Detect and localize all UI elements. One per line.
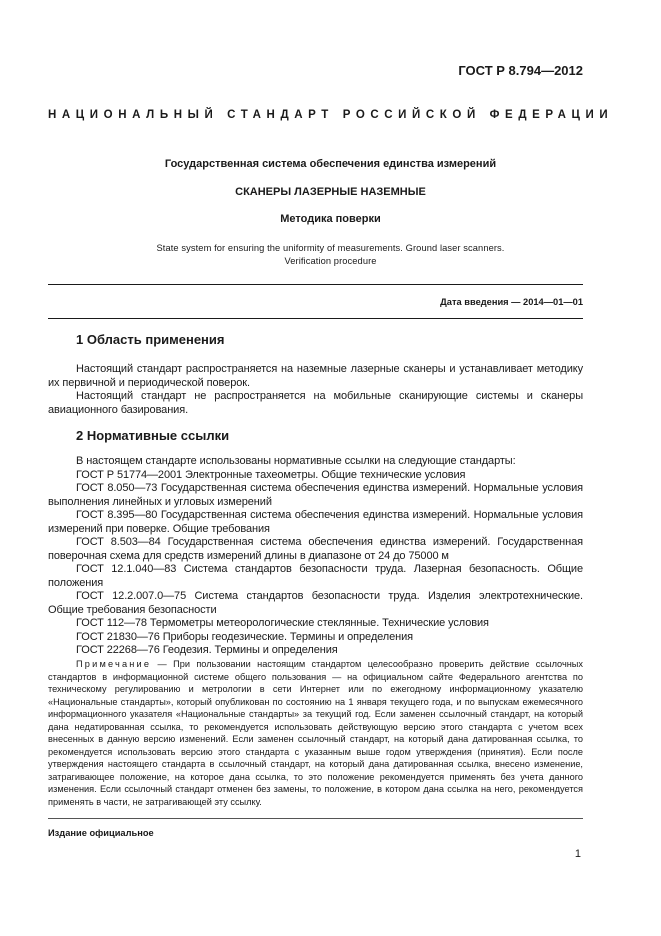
note-paragraph bbox=[48, 658, 583, 808]
english-title-line2: Verification procedure bbox=[284, 256, 377, 266]
page-number: 1 bbox=[574, 848, 581, 860]
reference-item: ГОСТ 22268—76 Геодезия. Термины и определения bbox=[76, 644, 338, 656]
date-divider bbox=[48, 318, 583, 319]
reference-item: ГОСТ 12.1.040—83 Система стандартов безопасности труда. Лазерная безопасность. Общие положения bbox=[48, 563, 583, 589]
reference-item: ГОСТ 12.2.007.0—75 Система стандартов безопасности труда. Изделия электротехнические. Общие требования безопасности bbox=[48, 590, 583, 616]
subject-title: СКАНЕРЫ ЛАЗЕРНЫЕ НАЗЕМНЫЕ bbox=[235, 186, 426, 198]
system-title: Государственная система обеспечения единства измерений bbox=[164, 158, 497, 170]
reference-item: ГОСТ 8.395—80 Государственная система обеспечения единства измерений. Нормальные условия измерений при поверке. Общие требования bbox=[48, 509, 583, 535]
method-title: Методика поверки bbox=[280, 213, 381, 225]
introduction-date: Дата введения — 2014—01—01 bbox=[440, 297, 583, 307]
national-standard-title: НАЦИОНАЛЬНЫЙ СТАНДАРТ РОССИЙСКОЙ ФЕДЕРАЦИИ bbox=[48, 109, 614, 121]
section-1-paragraph-1: Настоящий стандарт распространяется на наземные лазерные сканеры и устанавливает методику их первичной и периодической поверок. bbox=[48, 363, 583, 389]
reference-item: ГОСТ 8.050—73 Государственная система обеспечения единства измерений. Нормальные условия выполнения линейных и угловых измерений bbox=[48, 482, 583, 508]
english-title bbox=[0, 242, 661, 268]
reference-item: ГОСТ Р 51774—2001 Электронные тахеометры. Общие технические условия bbox=[76, 468, 466, 481]
references-list bbox=[48, 455, 583, 658]
section-2-heading: 2 Нормативные ссылки bbox=[76, 428, 230, 443]
english-title-line1: State system for ensuring the uniformity of measurements. Ground laser scanners. bbox=[156, 243, 505, 253]
reference-item: ГОСТ 112—78 Термометры метеорологические стеклянные. Технические условия bbox=[76, 617, 489, 629]
reference-item: ГОСТ 21830—76 Приборы геодезические. Термины и определения bbox=[76, 630, 414, 643]
section-1-paragraph-2: Настоящий стандарт не распространяется на мобильные сканирующие системы и сканеры авиационного базирования. bbox=[48, 390, 583, 416]
edition-label: Издание официальное bbox=[48, 828, 154, 838]
document-number: ГОСТ Р 8.794—2012 bbox=[458, 63, 583, 78]
reference-item: ГОСТ 8.503—84 Государственная система обеспечения единства измерений. Государственная поверочная схема для средств измерений длины в диапазоне от 24 до 75000 м bbox=[48, 536, 583, 562]
note-text: — При пользовании настоящим стандартом целесообразно проверить действие ссылочных стандартов в информационной системе общего пользования — на официальном сайте Федерального агентства по техническому регулированию и метрологии в сети Интернет или по ежегодному информационному указателю «Национальные стандарты», который опубликован по состоянию на 1 января текущего года, и по выпускам ежемесячного информационного указателя «Национальные стандарты» за текущий год. Если заменен ссылочный стандарт, на который дана недатированная ссылка, то рекомендуется использовать действующую версию этого стандарта с учетом всех внесенных в данную версию изменений. Если заменен ссылочный стандарт, на который дана датированная ссылка, то рекомендуется использовать версию этого стандарта с указанным выше годом утверждения (принятия). Если после утверждения настоящего стандарта в ссылочный стандарт, на который дана датированная ссылка, внесено изменение, затрагивающее положение, на которое дана ссылка, то это положение рекомендуется применять без учета данного изменения. Если ссылочный стандарт отменен без замены, то положение, в котором дана ссылка на него, рекомендуется применять в части, не затрагивающей эту ссылку. bbox=[48, 659, 583, 807]
section-1-heading: 1 Область применения bbox=[76, 332, 225, 347]
note-label: Примечание bbox=[76, 659, 152, 669]
references-intro: В настоящем стандарте использованы нормативные ссылки на следующие стандарты: bbox=[76, 455, 516, 467]
top-divider bbox=[48, 284, 583, 285]
footer-divider bbox=[48, 818, 583, 819]
